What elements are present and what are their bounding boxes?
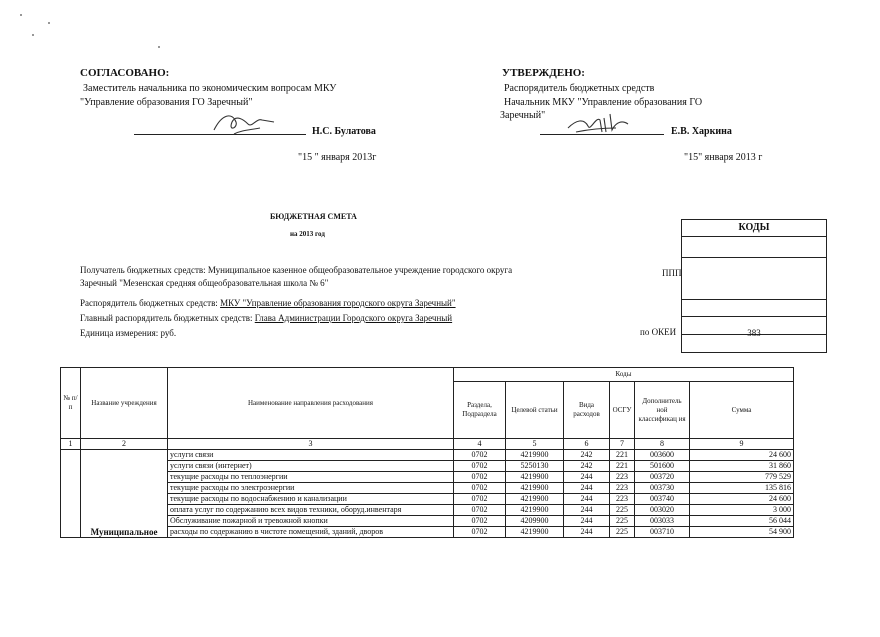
- row-extra: 501600: [635, 461, 690, 472]
- row-extra: 003033: [635, 516, 690, 527]
- left-approval-title: СОГЛАСОВАНО:: [80, 67, 170, 79]
- table-row: [61, 505, 794, 516]
- scan-speck: [20, 14, 22, 16]
- row-target: 4219900: [506, 527, 564, 538]
- codes-row-divider: [682, 257, 826, 258]
- row-name: текущие расходы по теплоэнергии: [168, 472, 454, 483]
- row-name: текущие расходы по водоснабжению и канализации: [168, 494, 454, 505]
- scan-speck: [32, 34, 34, 36]
- row-type: 244: [564, 483, 610, 494]
- row-name: текущие расходы по электроэнергии: [168, 483, 454, 494]
- recipient-line1: Получатель бюджетных средств: Муниципальное казенное общеобразовательное учреждение городского округа: [80, 265, 513, 275]
- distributor-value: МКУ "Управление образования городского округа Заречный": [220, 298, 456, 308]
- table-row: [61, 450, 794, 461]
- document-year: на 2013 год: [290, 230, 325, 238]
- row-sum: 24 600: [690, 494, 794, 505]
- row-sum: 31 860: [690, 461, 794, 472]
- row-osgu: 225: [610, 516, 635, 527]
- table-row: [61, 472, 794, 483]
- row-target: 4209900: [506, 516, 564, 527]
- distributor-label: Распорядитель бюджетных средств:: [80, 298, 221, 308]
- codes-row-divider: [682, 316, 826, 317]
- scan-speck: [158, 46, 160, 48]
- row-osgu: 225: [610, 527, 635, 538]
- table-row: [61, 527, 794, 538]
- row-target: 4219900: [506, 483, 564, 494]
- right-signature: [566, 110, 636, 138]
- scan-speck: [48, 22, 50, 24]
- col-number: 7: [610, 439, 635, 450]
- row-osgu: 223: [610, 472, 635, 483]
- row-section: 0702: [454, 516, 506, 527]
- main-distributor-label: Главный распорядитель бюджетных средств:: [80, 313, 255, 323]
- codes-row-divider: [682, 299, 826, 300]
- col-number: 6: [564, 439, 610, 450]
- row-osgu: 223: [610, 483, 635, 494]
- row-target: 4219900: [506, 450, 564, 461]
- codes-header: КОДЫ: [682, 220, 826, 237]
- row-target: 4219900: [506, 505, 564, 516]
- row-extra: 003740: [635, 494, 690, 505]
- row-type: 242: [564, 450, 610, 461]
- table-row: [61, 516, 794, 527]
- left-signature: [210, 108, 280, 138]
- col-number: 9: [690, 439, 794, 450]
- row-osgu: 223: [610, 494, 635, 505]
- column-number-row: [61, 439, 794, 450]
- row-section: 0702: [454, 472, 506, 483]
- right-approval-line3: Заречный": [500, 110, 546, 121]
- main-distributor-value: Глава Администрации Городского округа Заречный: [254, 313, 453, 323]
- row-type: 244: [564, 505, 610, 516]
- row-type: 244: [564, 494, 610, 505]
- ppp-label: ППП: [662, 268, 682, 278]
- row-section: 0702: [454, 483, 506, 494]
- budget-table: [60, 367, 794, 538]
- row-extra: 003020: [635, 505, 690, 516]
- row-name: оплата услуг по содержанию всех видов техники, оборуд.инвентаря: [168, 505, 454, 516]
- right-signer-name: Е.В. Харкина: [671, 126, 732, 137]
- right-approval-line1: Распорядитель бюджетных средств: [504, 83, 655, 94]
- header-num: № п/п: [61, 368, 81, 439]
- row-extra: 003710: [635, 527, 690, 538]
- header-osgu: ОСГУ: [610, 382, 635, 439]
- row-target: 5250130: [506, 461, 564, 472]
- row-target: 4219900: [506, 494, 564, 505]
- row-type: 244: [564, 472, 610, 483]
- row-section: 0702: [454, 527, 506, 538]
- row-name: Обслуживание пожарной и тревожной кнопки: [168, 516, 454, 527]
- okei-code-value: 383: [747, 328, 761, 338]
- row-extra: 003600: [635, 450, 690, 461]
- row-sum: 56 044: [690, 516, 794, 527]
- codes-box: [681, 219, 827, 353]
- row-osgu: 221: [610, 461, 635, 472]
- left-signer-name: Н.С. Булатова: [312, 126, 376, 137]
- row-type: 244: [564, 527, 610, 538]
- table-row: [61, 483, 794, 494]
- header-type: Вида расходов: [564, 382, 610, 439]
- row-sum: 24 600: [690, 450, 794, 461]
- row-num-cell: [61, 450, 81, 538]
- col-number: 2: [81, 439, 168, 450]
- row-extra: 003720: [635, 472, 690, 483]
- row-section: 0702: [454, 461, 506, 472]
- row-section: 0702: [454, 505, 506, 516]
- row-name: услуги связи: [168, 450, 454, 461]
- row-sum: 3 000: [690, 505, 794, 516]
- table-row: [61, 461, 794, 472]
- row-osgu: 221: [610, 450, 635, 461]
- header-extra: Дополнитель ной классификац ия: [635, 382, 690, 439]
- header-org: Название учреждения: [81, 368, 168, 439]
- unit-line: Единица измерения: руб.: [80, 328, 177, 338]
- okei-label: по ОКЕИ: [640, 327, 677, 337]
- left-approval-date: "15 " января 2013г: [298, 152, 377, 163]
- row-extra: 003730: [635, 483, 690, 494]
- col-number: 8: [635, 439, 690, 450]
- row-type: 242: [564, 461, 610, 472]
- left-approval-line2: "Управление образования ГО Заречный": [80, 97, 253, 108]
- row-name: расходы по содержанию в чистоте помещений, зданий, дворов: [168, 527, 454, 538]
- row-target: 4219900: [506, 472, 564, 483]
- right-approval-title: УТВЕРЖДЕНО:: [502, 67, 585, 79]
- row-osgu: 225: [610, 505, 635, 516]
- col-number: 5: [506, 439, 564, 450]
- header-section: Раздела, Подраздела: [454, 382, 506, 439]
- header-sum: Сумма: [690, 382, 794, 439]
- org-name-cell: Муниципальное: [81, 450, 168, 538]
- right-approval-date: "15" января 2013 г: [684, 152, 763, 163]
- main-distributor-line: [80, 313, 452, 323]
- header-target: Целевой статьи: [506, 382, 564, 439]
- row-sum: 135 816: [690, 483, 794, 494]
- row-sum: 54 900: [690, 527, 794, 538]
- row-section: 0702: [454, 494, 506, 505]
- distributor-line: [80, 298, 456, 308]
- row-name: услуги связи (интернет): [168, 461, 454, 472]
- document-title: БЮДЖЕТНАЯ СМЕТА: [270, 212, 357, 221]
- col-number: 3: [168, 439, 454, 450]
- header-direction: Наименование направления расходования: [168, 368, 454, 439]
- header-codes: Коды: [454, 368, 794, 382]
- row-type: 244: [564, 516, 610, 527]
- row-sum: 779 529: [690, 472, 794, 483]
- left-approval-line1: Заместитель начальника по экономическим вопросам МКУ: [83, 83, 337, 94]
- table-row: [61, 494, 794, 505]
- recipient-line2: Заречный "Мезенская средняя общеобразовательная школа № 6": [80, 278, 329, 288]
- col-number: 4: [454, 439, 506, 450]
- row-section: 0702: [454, 450, 506, 461]
- right-approval-line2: Начальник МКУ "Управление образования ГО: [504, 97, 703, 108]
- col-number: 1: [61, 439, 81, 450]
